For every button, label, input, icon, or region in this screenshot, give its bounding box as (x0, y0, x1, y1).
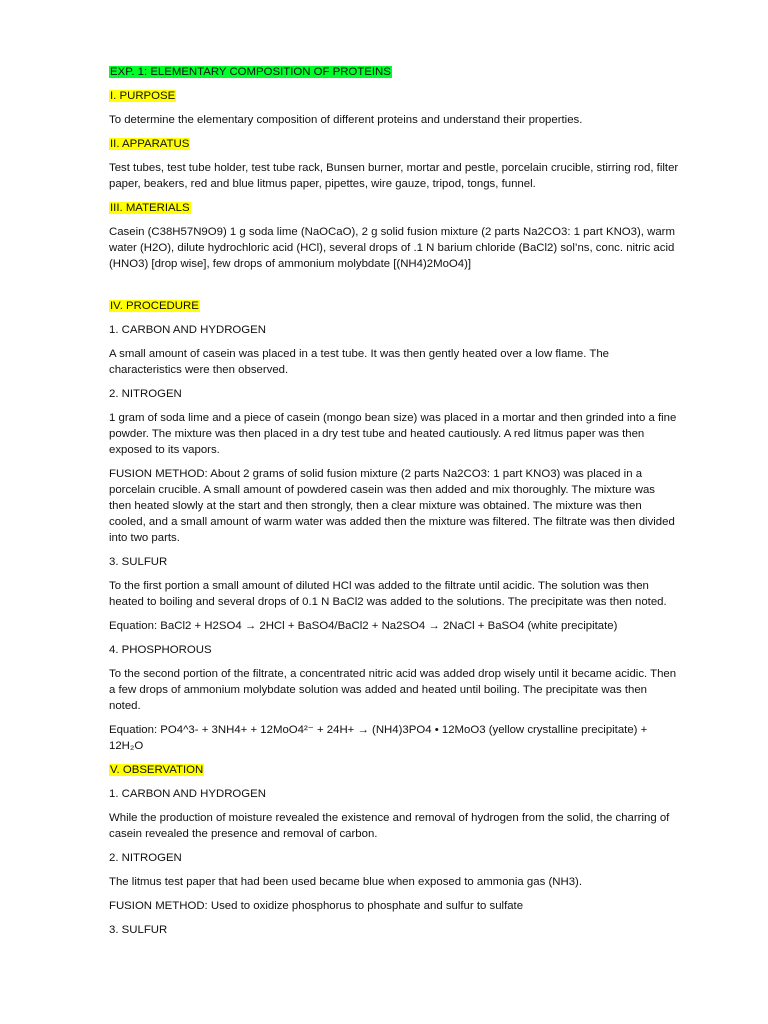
observation-nitrogen-text: The litmus test paper that had been used became blue when exposed to ammonia gas (NH3). (109, 876, 582, 888)
observation-heading: V. OBSERVATION (110, 764, 204, 776)
spacer (109, 280, 679, 298)
procedure-phosphorous-text: To the second portion of the filtrate, a concentrated nitric acid was added drop wisely until it became acidic. Then a few drops of ammonium molybdate solution was added and heated until boiling. The precipitate was then noted. (109, 668, 677, 712)
procedure-sulfur-title: 3. SULFUR (109, 556, 168, 568)
procedure-phosphorous-equation: Equation: PO4^3- + 3NH4+ + 12MoO4²⁻ + 24H+ → (NH4)3PO4 • 12MoO3 (yellow crystalline precipitate) + 12H₂O (109, 724, 648, 752)
purpose-text: To determine the elementary composition of different proteins and understand their properties. (109, 114, 583, 126)
materials-heading: III. MATERIALS (110, 202, 190, 214)
procedure-nitrogen-text: 1 gram of soda lime and a piece of casein (mongo bean size) was placed in a mortar and then grinded into a fine powder. The mixture was then placed in a dry test tube and heated cautiously. A red litmus paper was then exposed to its vapors. (109, 412, 677, 456)
procedure-nitrogen-title: 2. NITROGEN (109, 388, 182, 400)
observation-carbon-hydrogen-text: While the production of moisture revealed the existence and removal of hydrogen from the solid, the charring of casein revealed the presence and removal of carbon. (109, 812, 670, 840)
observation-nitrogen-title: 2. NITROGEN (109, 852, 182, 864)
observation-fusion-method-text: FUSION METHOD: Used to oxidize phosphorus to phosphate and sulfur to sulfate (109, 900, 524, 912)
materials-text: Casein (C38H57N9O9) 1 g soda lime (NaOCaO), 2 g solid fusion mixture (2 parts Na2CO3: 1 part KNO3), warm water (H2O), dilute hydrochloric acid (HCl), several drops of .1 N barium chloride (BaCl2) sol’ns, conc. nitric acid (HNO3) [drop wise], few drops of ammonium molybdate [(NH4)2MoO4)] (109, 226, 675, 270)
purpose-heading: I. PURPOSE (110, 90, 176, 102)
procedure-sulfur-text: To the first portion a small amount of diluted HCl was added to the filtrate until acidic. The solution was then heated to boiling and several drops of 0.1 N BaCl2 was added to the solutions. The precipitate was then noted. (109, 580, 667, 608)
apparatus-text: Test tubes, test tube holder, test tube rack, Bunsen burner, mortar and pestle, porcelain crucible, stirring rod, filter paper, beakers, red and blue litmus paper, pipettes, wire gauze, tripod, tongs, funnel. (109, 162, 679, 190)
apparatus-heading: II. APPARATUS (110, 138, 190, 150)
procedure-fusion-method-text: FUSION METHOD: About 2 grams of solid fusion mixture (2 parts Na2CO3: 1 part KNO3) was placed in a porcelain crucible. A small amount of powdered casein was then added and mix thoroughly. The mixture was then heated slowly at the start and then strongly, then a clear mixture was obtained. The mixture was then cooled, and a small amount of warm water was added then the mixture was filtered. The filtrate was then divided into two parts. (109, 468, 675, 544)
document-page (109, 64, 679, 946)
observation-carbon-hydrogen-title: 1. CARBON AND HYDROGEN (109, 788, 266, 800)
procedure-carbon-hydrogen-text: A small amount of casein was placed in a test tube. It was then gently heated over a low flame. The characteristics were then observed. (109, 348, 609, 376)
procedure-sulfur-equation: Equation: BaCl2 + H2SO4 → 2HCl + BaSO4/BaCl2 + Na2SO4 → 2NaCl + BaSO4 (white precipitate) (109, 620, 618, 632)
procedure-carbon-hydrogen-title: 1. CARBON AND HYDROGEN (109, 324, 266, 336)
procedure-phosphorous-title: 4. PHOSPHOROUS (109, 644, 212, 656)
observation-sulfur-title: 3. SULFUR (109, 924, 168, 936)
experiment-title: EXP. 1: ELEMENTARY COMPOSITION OF PROTEINS (110, 66, 391, 78)
procedure-heading: IV. PROCEDURE (110, 300, 199, 312)
